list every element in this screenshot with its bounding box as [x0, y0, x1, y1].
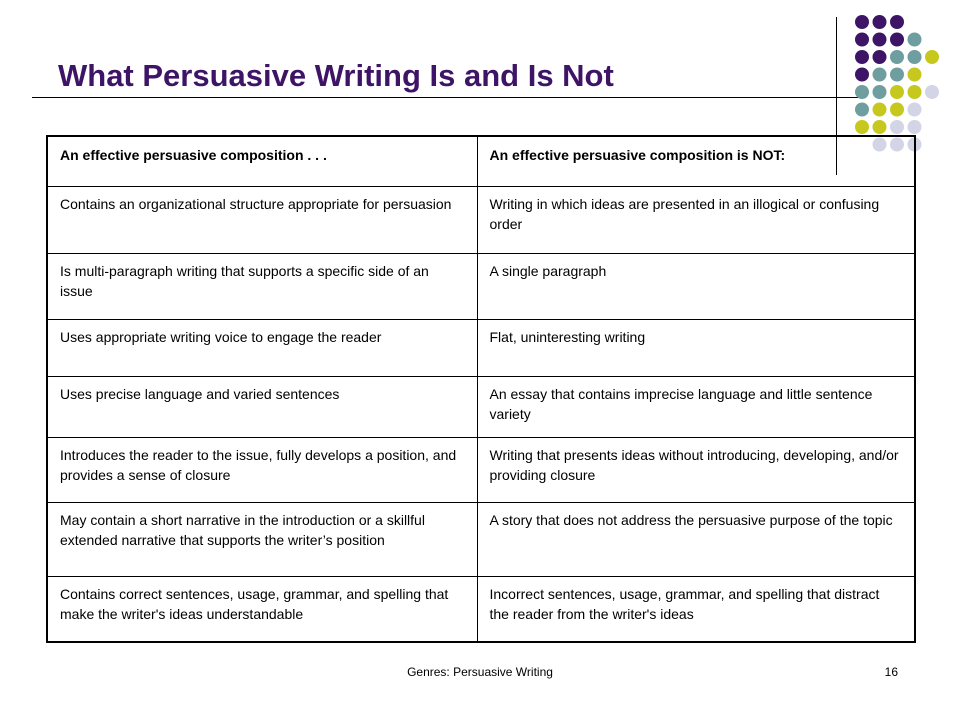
footer-title: Genres: Persuasive Writing	[407, 665, 553, 679]
table-row	[47, 438, 915, 503]
cell-is: Uses appropriate writing voice to engage the reader	[47, 320, 477, 377]
decorative-dot	[925, 85, 939, 99]
cell-is-not: Writing that presents ideas without introducing, developing, and/or providing closure	[477, 438, 915, 503]
table-row	[47, 577, 915, 643]
header-is: An effective persuasive composition . . .	[47, 136, 477, 187]
cell-is: Introduces the reader to the issue, fully develops a position, and provides a sense of closure	[47, 438, 477, 503]
page-number: 16	[884, 665, 898, 679]
horizontal-rule	[32, 97, 866, 98]
cell-is-not: Incorrect sentences, usage, grammar, and spelling that distract the reader from the writer's ideas	[477, 577, 915, 643]
cell-is-not: A single paragraph	[477, 254, 915, 320]
decorative-dot	[890, 103, 904, 117]
decorative-dot	[855, 15, 869, 29]
decorative-dot	[890, 120, 904, 134]
decorative-dot	[890, 85, 904, 99]
table-row	[47, 320, 915, 377]
cell-is: Contains an organizational structure appropriate for persuasion	[47, 187, 477, 254]
decorative-dot	[873, 50, 887, 64]
header-is-not: An effective persuasive composition is NOT:	[477, 136, 915, 187]
table-row	[47, 377, 915, 438]
decorative-dot	[855, 68, 869, 82]
decorative-dot	[855, 50, 869, 64]
cell-is-not: An essay that contains imprecise language and little sentence variety	[477, 377, 915, 438]
decorative-dot	[890, 68, 904, 82]
decorative-dot	[908, 103, 922, 117]
decorative-dot	[855, 33, 869, 47]
decorative-dot	[855, 120, 869, 134]
table-row	[47, 254, 915, 320]
slide-title: What Persuasive Writing Is and Is Not	[58, 58, 614, 93]
decorative-dot	[873, 120, 887, 134]
decorative-dot	[925, 50, 939, 64]
cell-is-not: A story that does not address the persuasive purpose of the topic	[477, 503, 915, 577]
cell-is-not: Flat, uninteresting writing	[477, 320, 915, 377]
decorative-dot	[873, 15, 887, 29]
decorative-dot	[873, 33, 887, 47]
cell-is-not: Writing in which ideas are presented in an illogical or confusing order	[477, 187, 915, 254]
cell-is: May contain a short narrative in the introduction or a skillful extended narrative that supports the writer’s position	[47, 503, 477, 577]
decorative-dot	[873, 68, 887, 82]
decorative-dot	[890, 50, 904, 64]
table-header-row	[47, 136, 915, 187]
decorative-dot	[908, 85, 922, 99]
decorative-dot	[890, 33, 904, 47]
comparison-table	[46, 135, 916, 643]
decorative-dot	[908, 68, 922, 82]
decorative-dot	[908, 33, 922, 47]
cell-is: Is multi-paragraph writing that supports a specific side of an issue	[47, 254, 477, 320]
table-row	[47, 187, 915, 254]
decorative-dot	[873, 85, 887, 99]
decorative-dot	[855, 103, 869, 117]
decorative-dot	[873, 103, 887, 117]
cell-is: Contains correct sentences, usage, grammar, and spelling that make the writer's ideas understandable	[47, 577, 477, 643]
decorative-dot	[890, 15, 904, 29]
decorative-dot	[908, 120, 922, 134]
cell-is: Uses precise language and varied sentences	[47, 377, 477, 438]
table-row	[47, 503, 915, 577]
decorative-dot	[908, 50, 922, 64]
